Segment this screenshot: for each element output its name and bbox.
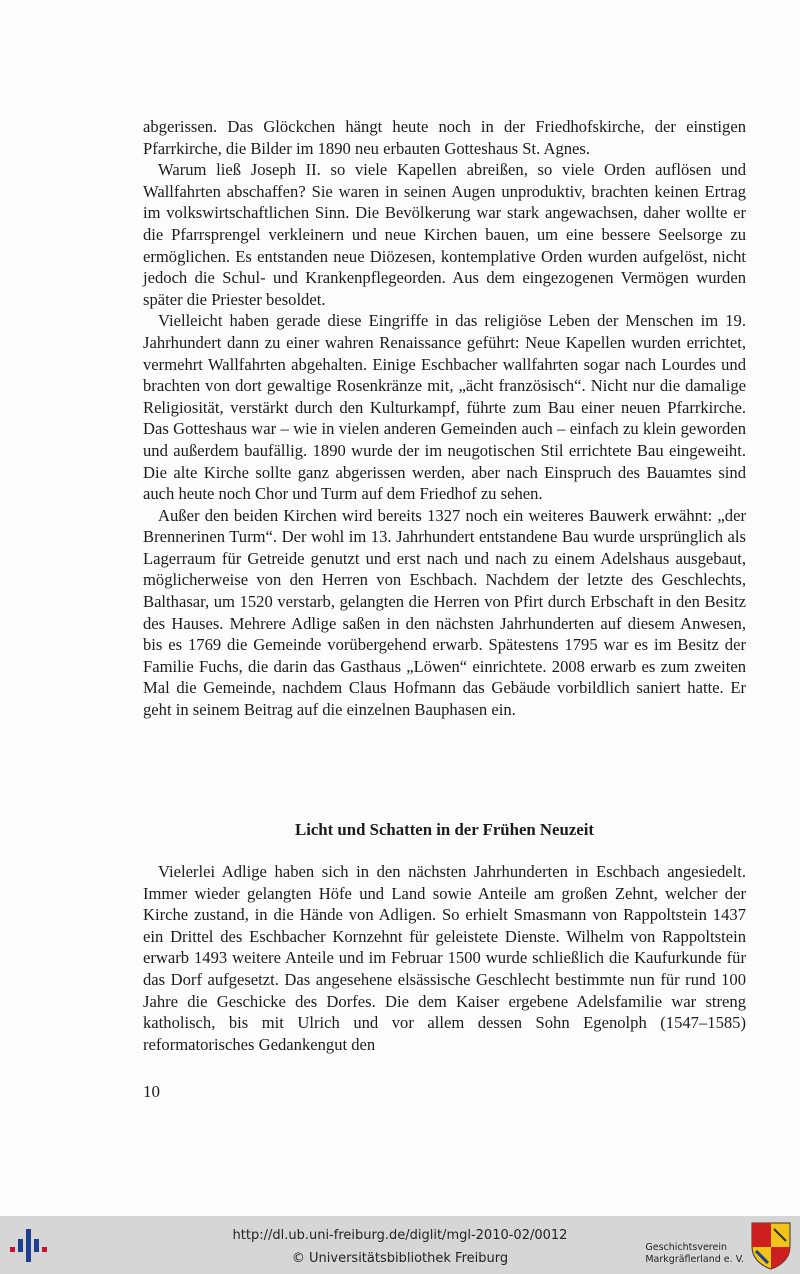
coat-of-arms-icon <box>750 1221 792 1271</box>
paragraph: Außer den beiden Kirchen wird bereits 1327 noch ein weiteres Bauwerk erwähnt: „der Brennerinen Turm“. Der wohl im 13. Jahrhundert entstandene Bau wurde ursprünglich als Lagerraum für Getreide genutzt und erst nach und nach zu einem Adelshaus ausgebaut, möglicherweise von den Herren von Eschbach. Nachdem der letzte des Geschlechts, Balthasar, um 1520 verstarb, gelangten die Herren von Pfirt durch Erbschaft in den Besitz des Hauses. Mehrere Adlige saßen in den nächsten Jahrhunderten auf diesem Anwesen, bis es 1769 die Gemeinde vorübergehend erwarb. Spätestens 1795 war es im Besitz der Familie Fuchs, die darin das Gasthaus „Löwen“ einrichtete. 2008 erwarb es zum zweiten Mal die Gemeinde, nachdem Claus Hofmann das Gebäude vorbildlich saniert hatte. Er geht in seinem Beitrag auf die einzelnen Bauphasen ein. <box>143 505 746 720</box>
paragraph: Warum ließ Joseph II. so viele Kapellen abreißen, so viele Orden auflösen und Wallfahrten abschaffen? Sie waren in seinen Augen unproduktiv, brachten keinen Ertrag im volkswirtschaftlichen Sinn. Die Bevölkerung war stark angewachsen, daher wollte er die Pfarrsprengel verkleinern und neue Kirchen bauen, um eine bessere Seelsorge zu ermöglichen. Es entstanden neue Diözesen, kontemplative Orden wurden aufgelöst, nicht jedoch die Schul- und Krankenpflegeorden. Aus dem eingezogenen Vermögen wurden später die Priester besoldet. <box>143 160 746 309</box>
body-text-section <box>143 861 746 1055</box>
paragraph: Vielerlei Adlige haben sich in den nächsten Jahrhunderten in Eschbach angesiedelt. Immer wieder gelangten Höfe und Land sowie Anteile am großen Zehnt, welcher der Kirche zustand, in die Hände von Adligen. So erhielt Smasmann von Rappoltstein 1437 ein Drittel des Eschbacher Kornzehnt für geleistete Dienste. Wilhelm von Rappoltstein erwarb 1493 weitere Anteile und im Februar 1500 wurde schließlich die Kaufurkunde für das Dorf aufgesetzt. Das angesehene elsässische Geschlecht bestimmte nun für rund 100 Jahre die Geschicke des Dorfes. Die dem Kaiser ergebene Adelsfamilie war streng katholisch, bis mit Ulrich und vor allem dessen Sohn Egenolph (1547–1585) reformatorisches Gedankengut den <box>143 862 746 1054</box>
copyright-notice: © Universitätsbibliothek Freiburg <box>291 1251 509 1266</box>
section-heading: Licht und Schatten in der Frühen Neuzeit <box>295 820 594 839</box>
society-name-line: Geschichtsverein <box>645 1242 727 1253</box>
society-name-line: Markgräflerland e. V. <box>645 1253 744 1265</box>
paragraph: abgerissen. Das Glöckchen hängt heute noch in der Friedhofskirche, der einstigen Pfarrkirche, die Bilder im 1890 neu erbauten Gotteshaus St. Agnes. <box>143 117 746 158</box>
viewer-footer <box>0 1216 800 1274</box>
body-text <box>143 116 746 721</box>
document-url[interactable]: http://dl.ub.uni-freiburg.de/diglit/mgl-2010-02/0012 <box>232 1228 568 1243</box>
paragraph: Vielleicht haben gerade diese Eingriffe in das religiöse Leben der Menschen im 19. Jahrhundert dann zu einer wahren Renaissance geführt: Neue Kapellen wurden errichtet, vermehrt Wallfahrten abgehalten. Einige Eschbacher wallfahrten sogar nach Lourdes und brachten von dort gewaltige Rosenkränze mit, „ächt französisch“. Nicht nur die damalige Religiosität, verstärkt durch den Kulturkampf, führte zum Bau einer neuen Pfarrkirche. Das Gotteshaus war – wie in vielen anderen Gemeinden auch – einfach zu klein geworden und außerdem baufällig. 1890 wurde der im neugotischen Stil errichtete Bau eingeweiht. Die alte Kirche sollte ganz abgerissen werden, aber nach Einspruch des Bauamtes sind auch heute noch Chor und Turm auf dem Friedhof zu sehen. <box>143 311 746 504</box>
page-number: 10 <box>143 1082 160 1101</box>
society-name <box>645 1242 744 1265</box>
